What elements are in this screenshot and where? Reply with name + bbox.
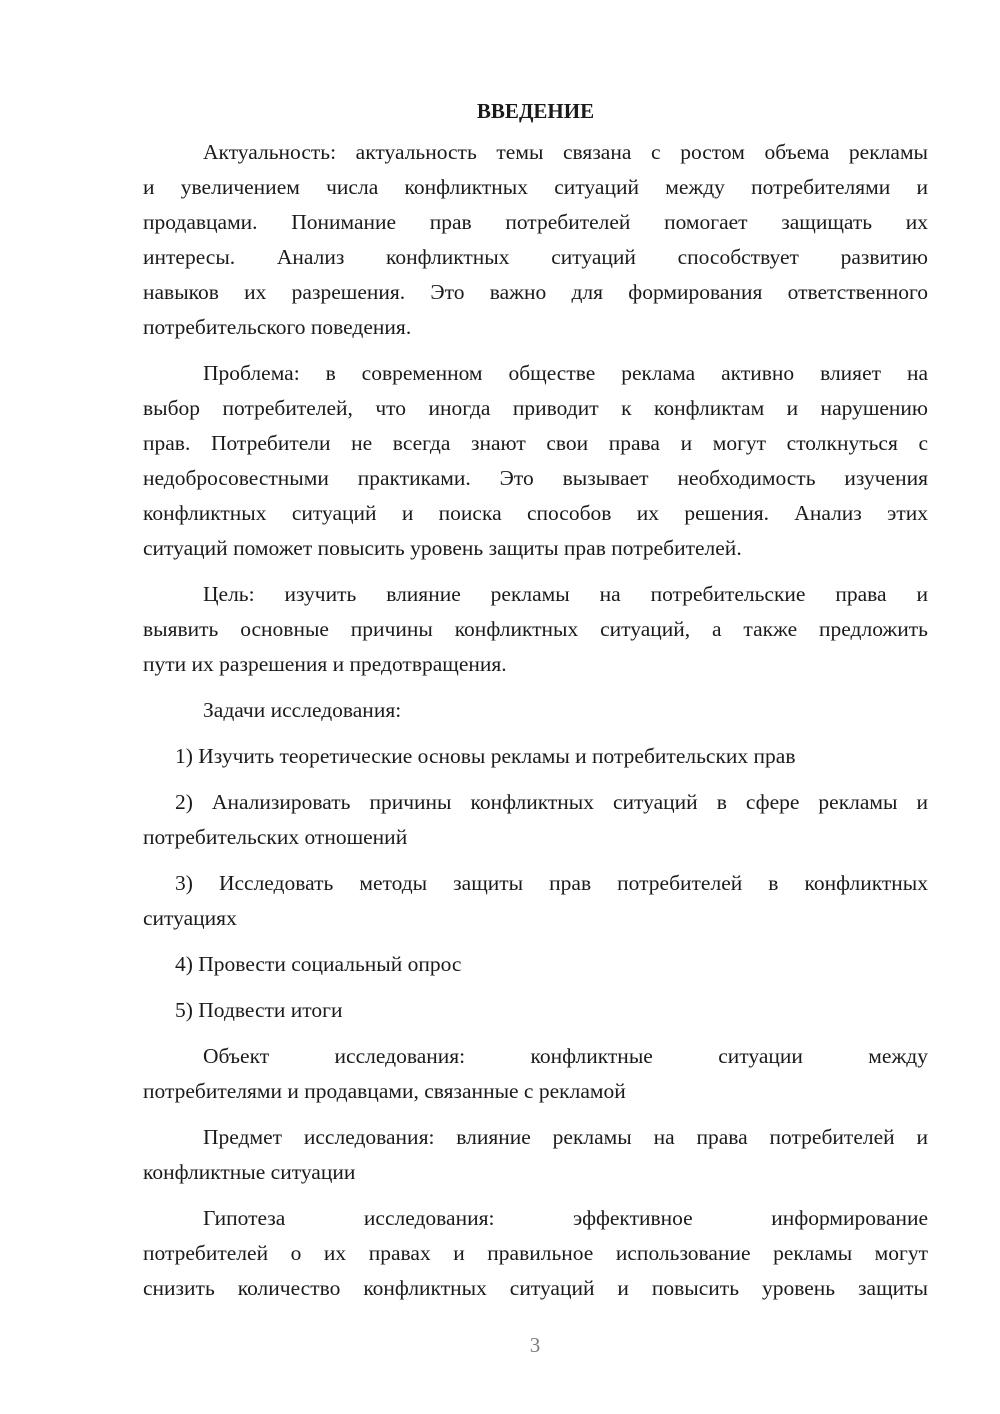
text-line: потребителей о их правах и правильное использование рекламы могут: [143, 1241, 928, 1265]
text-line: выявить основные причины конфликтных ситуаций, а также предложить: [143, 617, 928, 641]
text-line: 4) Провести социальный опрос: [175, 952, 462, 976]
text-line: потребительских отношений: [143, 825, 408, 849]
text-line: выбор потребителей, что иногда приводит к конфликтам и нарушению: [143, 396, 928, 420]
text-line: Гипотеза исследования: эффективное информирование: [203, 1206, 928, 1230]
text-line: 5) Подвести итоги: [175, 998, 343, 1022]
text-line: конфликтных ситуаций и поиска способов их решения. Анализ этих: [143, 501, 928, 525]
paragraph-relevance: [143, 135, 928, 345]
text-line: интересы. Анализ конфликтных ситуаций способствует развитию: [143, 245, 928, 269]
page-number: 3: [529, 1333, 541, 1357]
paragraph-hypothesis: [143, 1201, 928, 1306]
text-line: навыков их разрешения. Это важно для формирования ответственного: [143, 280, 928, 304]
document-page: [143, 96, 928, 1306]
text-line: прав. Потребители не всегда знают свои права и могут столкнуться с: [143, 431, 928, 455]
task-item: [143, 739, 928, 774]
section-title: ВВЕДЕНИЕ: [476, 99, 595, 123]
text-line: пути их разрешения и предотвращения.: [143, 652, 507, 676]
text-line: 2) Анализировать причины конфликтных ситуаций в сфере рекламы и: [175, 790, 928, 814]
task-item: [143, 785, 928, 855]
text-line: Объект исследования: конфликтные ситуации между: [203, 1044, 928, 1068]
text-line: Цель: изучить влияние рекламы на потребительские права и: [203, 582, 928, 606]
paragraph-subject: [143, 1120, 928, 1190]
text-line: Проблема: в современном обществе реклама активно влияет на: [203, 361, 928, 385]
text-line: потребителями и продавцами, связанные с рекламой: [143, 1079, 626, 1103]
paragraph-goal: [143, 577, 928, 682]
task-item: [143, 993, 928, 1028]
text-line: конфликтные ситуации: [143, 1160, 356, 1184]
text-line: 3) Исследовать методы защиты прав потребителей в конфликтных: [175, 871, 928, 895]
text-line: Задачи исследования:: [203, 698, 402, 722]
text-line: и увеличением числа конфликтных ситуаций между потребителями и: [143, 175, 928, 199]
text-line: ситуаций поможет повысить уровень защиты прав потребителей.: [143, 536, 742, 560]
paragraph-problem: [143, 356, 928, 566]
text-line: снизить количество конфликтных ситуаций и повысить уровень защиты: [143, 1276, 928, 1300]
task-item: [143, 947, 928, 982]
text-line: недобросовестными практиками. Это вызывает необходимость изучения: [143, 466, 928, 490]
task-item: [143, 866, 928, 936]
text-line: Предмет исследования: влияние рекламы на права потребителей и: [203, 1125, 928, 1149]
text-line: Актуальность: актуальность темы связана с ростом объема рекламы: [203, 140, 928, 164]
paragraph-tasks-heading: [143, 693, 928, 728]
paragraph-object: [143, 1039, 928, 1109]
text-line: 1) Изучить теоретические основы рекламы и потребительских прав: [175, 744, 796, 768]
text-line: ситуациях: [143, 906, 237, 930]
text-line: продавцами. Понимание прав потребителей помогает защищать их: [143, 210, 928, 234]
text-line: потребительского поведения.: [143, 315, 412, 339]
